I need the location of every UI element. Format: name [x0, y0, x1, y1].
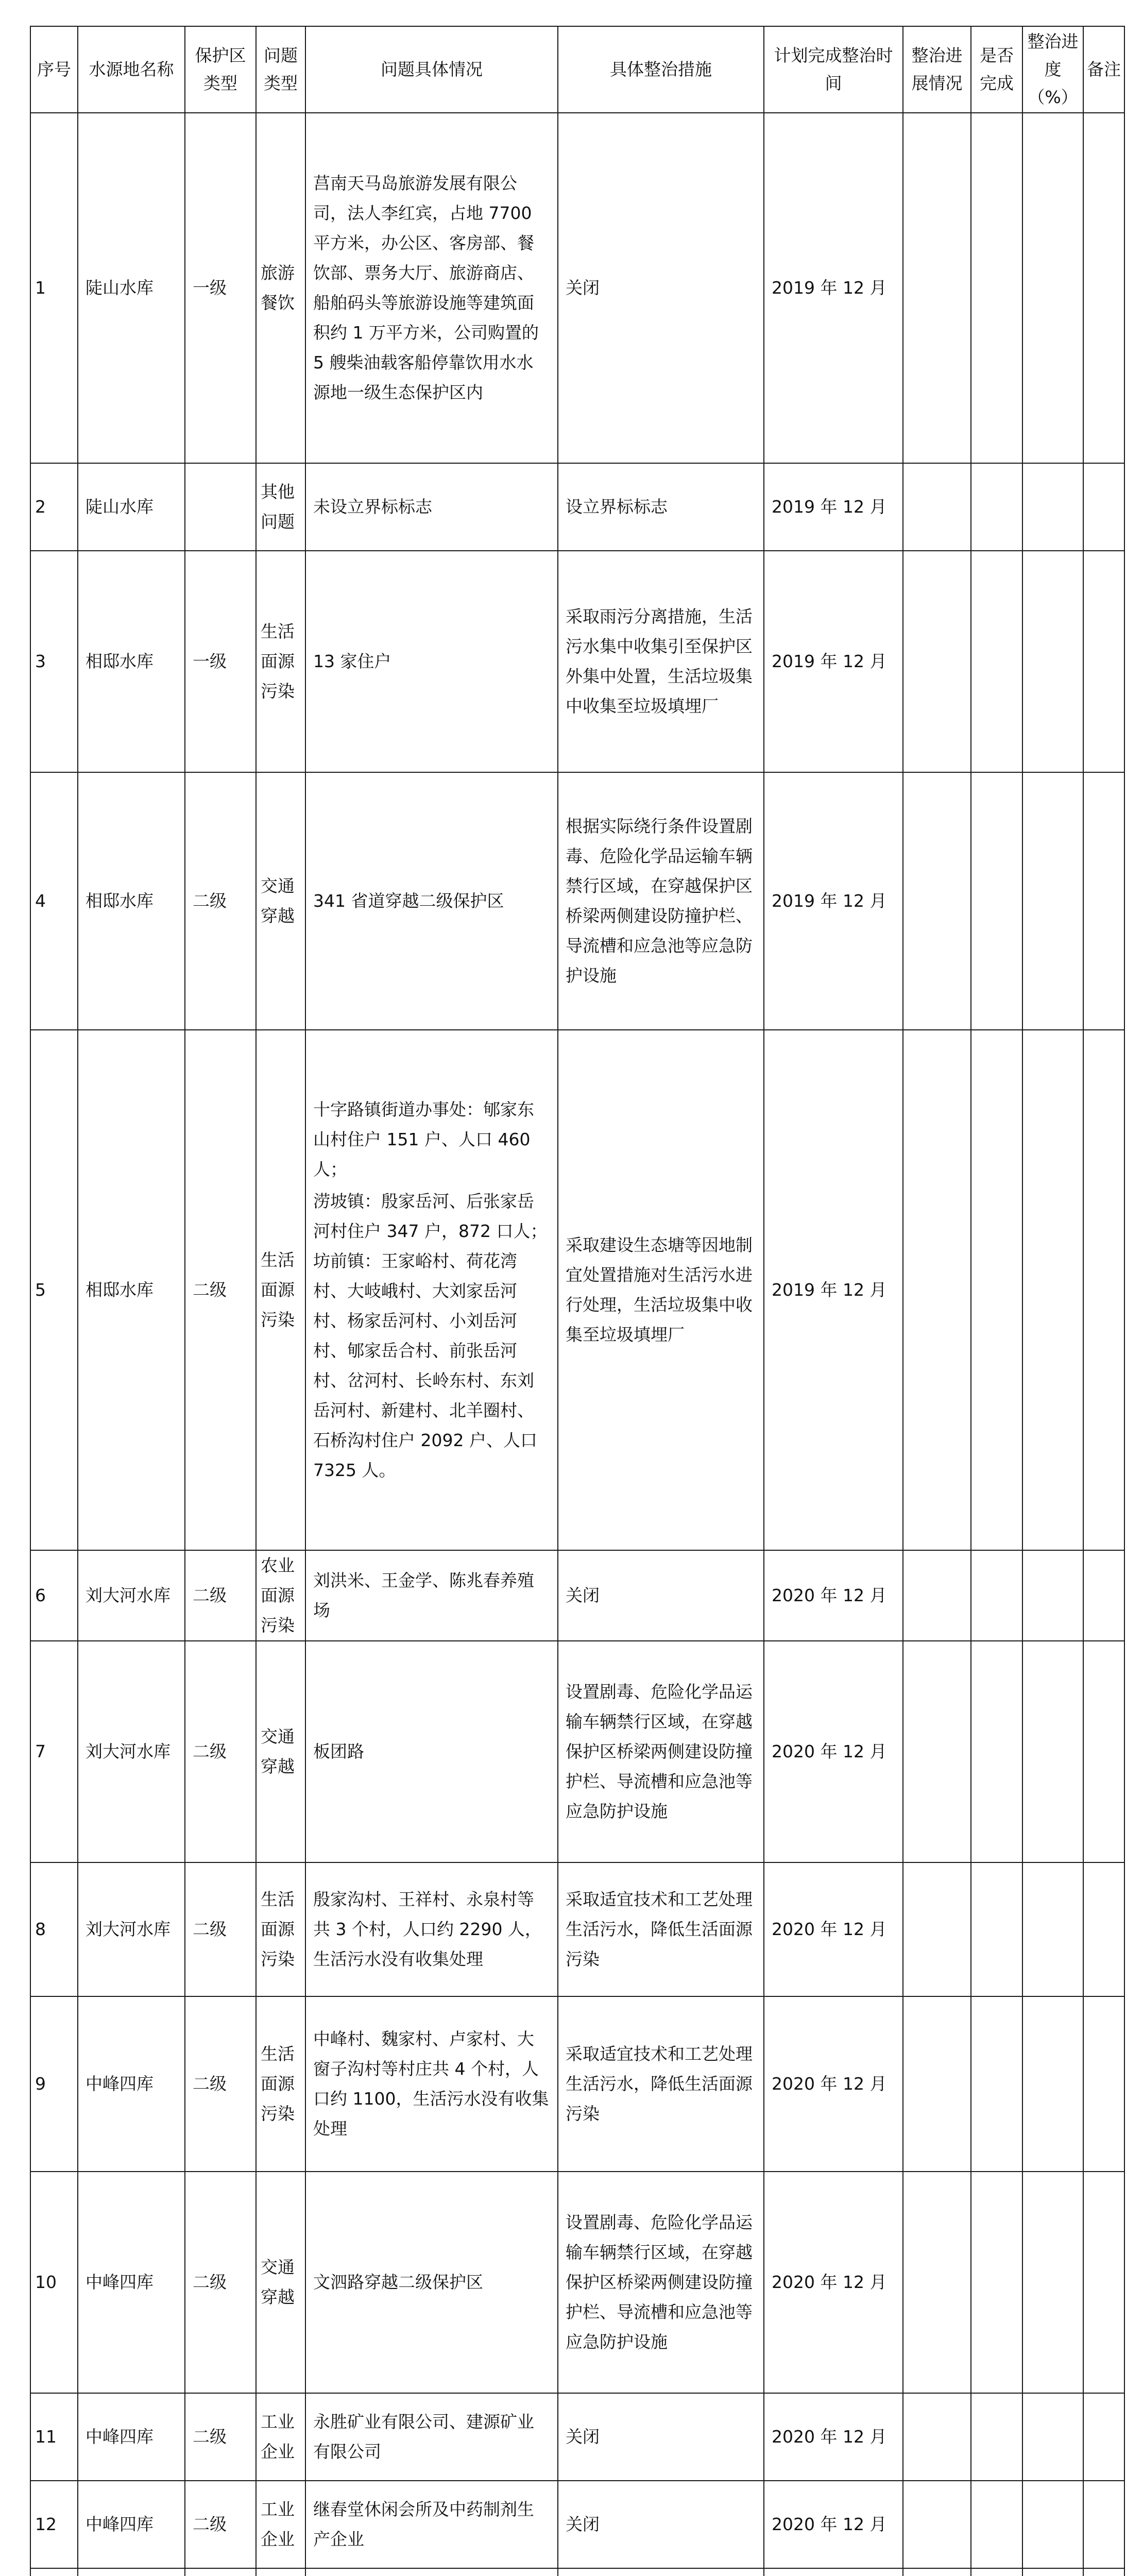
completed-cell [971, 113, 1022, 463]
issue-type-cell: 旅游餐饮 [256, 113, 305, 463]
water-source-cell: 相邸水库 [78, 551, 185, 772]
issue-paragraph: 永胜矿业有限公司、建源矿业有限公司 [313, 2412, 534, 2462]
planned-completion-cell: 2020 年 12 月 [764, 1641, 903, 1862]
protection-zone-cell: 二级 [185, 1030, 256, 1550]
table-row [30, 463, 1124, 551]
protection-zone-cell: 二级 [185, 1550, 256, 1641]
water-source-cell [78, 2568, 185, 2576]
progress-percent-cell [1022, 1641, 1083, 1862]
protection-zone-cell [185, 463, 256, 551]
planned-completion-cell [764, 2568, 903, 2576]
issue-paragraph: 中峰村、魏家村、卢家村、大窗子沟村等村庄共 4 个村，人口约 1100，生活污水没有收集处理 [313, 2029, 549, 2139]
progress-status-cell [903, 2172, 971, 2393]
completed-cell [971, 2172, 1022, 2393]
remediation-measure-cell: 关闭 [558, 2393, 764, 2481]
table-row [30, 113, 1124, 463]
row-number-cell: 4 [30, 772, 78, 1030]
remediation-table [30, 26, 1125, 2576]
row-number-cell: 9 [30, 1996, 78, 2172]
issue-paragraph: 板团路 [313, 1741, 364, 1761]
remarks-cell [1083, 2393, 1124, 2481]
remediation-measure-cell: 根据实际绕行条件设置剧毒、危险化学品运输车辆禁行区域，在穿越保护区桥梁两侧建设防撞护栏、导流槽和应急池等应急防护设施 [558, 772, 764, 1030]
remediation-measure-cell: 采取雨污分离措施，生活污水集中收集引至保护区外集中处置，生活垃圾集中收集至垃圾填埋厂 [558, 551, 764, 772]
remediation-measure-cell: 设置剧毒、危险化学品运输车辆禁行区域，在穿越保护区桥梁两侧建设防撞护栏、导流槽和应急池等应急防护设施 [558, 2172, 764, 2393]
row-number-cell: 8 [30, 1862, 78, 1996]
remarks-cell [1083, 463, 1124, 551]
water-source-cell: 相邸水库 [78, 772, 185, 1030]
header-cell: 问题类型 [256, 26, 305, 113]
progress-status-cell [903, 1996, 971, 2172]
remediation-measure-cell: 设置剧毒、危险化学品运输车辆禁行区域，在穿越保护区桥梁两侧建设防撞护栏、导流槽和应急池等应急防护设施 [558, 1641, 764, 1862]
completed-cell [971, 2568, 1022, 2576]
water-source-cell: 中峰四库 [78, 2481, 185, 2568]
row-number-cell [30, 2568, 78, 2576]
issue-type-cell: 农业面源污染 [256, 1550, 305, 1641]
remediation-measure-cell: 关闭 [558, 113, 764, 463]
progress-status-cell [903, 2481, 971, 2568]
protection-zone-cell: 一级 [185, 551, 256, 772]
row-number-cell: 7 [30, 1641, 78, 1862]
row-number-cell: 10 [30, 2172, 78, 2393]
remarks-cell [1083, 1641, 1124, 1862]
issue-detail-cell [305, 1641, 558, 1862]
water-source-cell: 刘大河水库 [78, 1641, 185, 1862]
progress-percent-cell [1022, 1996, 1083, 2172]
protection-zone-cell: 二级 [185, 772, 256, 1030]
header-cell: 具体整治措施 [558, 26, 764, 113]
progress-percent-cell [1022, 2481, 1083, 2568]
issue-paragraph: 刘洪米、王金学、陈兆春养殖场 [313, 1570, 534, 1620]
progress-status-cell [903, 1030, 971, 1550]
issue-detail-cell [305, 551, 558, 772]
protection-zone-cell [185, 2568, 256, 2576]
remediation-measure-cell: 设立界标标志 [558, 463, 764, 551]
remediation-measure-cell [558, 2568, 764, 2576]
table-row [30, 2568, 1124, 2576]
protection-zone-cell: 二级 [185, 2393, 256, 2481]
progress-status-cell [903, 1862, 971, 1996]
remediation-measure-cell: 采取适宜技术和工艺处理生活污水，降低生活面源污染 [558, 1996, 764, 2172]
issue-paragraph: 未设立界标标志 [313, 497, 432, 517]
completed-cell [971, 2393, 1022, 2481]
protection-zone-cell: 二级 [185, 2481, 256, 2568]
header-cell: 是否完成 [971, 26, 1022, 113]
remarks-cell [1083, 772, 1124, 1030]
table-row [30, 1996, 1124, 2172]
planned-completion-cell: 2020 年 12 月 [764, 1996, 903, 2172]
table-body [30, 113, 1124, 2576]
remarks-cell [1083, 113, 1124, 463]
issue-type-cell [256, 2568, 305, 2576]
row-number-cell: 12 [30, 2481, 78, 2568]
remarks-cell [1083, 1550, 1124, 1641]
protection-zone-cell: 二级 [185, 1641, 256, 1862]
progress-percent-cell [1022, 1862, 1083, 1996]
issue-paragraph: 十字路镇街道办事处：郇家东山村住户 151 户、人口 460 人； [313, 1099, 534, 1179]
issue-paragraph: 涝坡镇：殷家岳河、后张家岳河村住户 347 户，872 口人；坊前镇：王家峪村、荷花湾村、大岐峨村、大刘家岳河村、杨家岳河村、小刘岳河村、郇家岳合村、前张岳河村、岔河村、长岭东村、东刘岳河村、新建村、北羊圈村、石桥沟村住户 2092 户、人口 7325 人。 [313, 1191, 548, 1480]
progress-status-cell [903, 2393, 971, 2481]
header-cell: 问题具体情况 [305, 26, 558, 113]
progress-percent-cell [1022, 113, 1083, 463]
remediation-measure-cell: 采取建设生态塘等因地制宜处置措施对生活污水进行处理，生活垃圾集中收集至垃圾填埋厂 [558, 1030, 764, 1550]
planned-completion-cell: 2019 年 12 月 [764, 113, 903, 463]
completed-cell [971, 1862, 1022, 1996]
remarks-cell [1083, 2172, 1124, 2393]
row-number-cell: 3 [30, 551, 78, 772]
progress-percent-cell [1022, 2393, 1083, 2481]
completed-cell [971, 1030, 1022, 1550]
remarks-cell [1083, 2568, 1124, 2576]
planned-completion-cell: 2020 年 12 月 [764, 2481, 903, 2568]
progress-status-cell [903, 463, 971, 551]
issue-type-cell: 生活面源污染 [256, 1862, 305, 1996]
issue-paragraph: 文泗路穿越二级保护区 [313, 2272, 483, 2292]
water-source-cell: 相邸水库 [78, 1030, 185, 1550]
progress-status-cell [903, 1641, 971, 1862]
planned-completion-cell: 2020 年 12 月 [764, 1862, 903, 1996]
issue-detail-cell [305, 2481, 558, 2568]
planned-completion-cell: 2019 年 12 月 [764, 1030, 903, 1550]
completed-cell [971, 551, 1022, 772]
header-cell: 水源地名称 [78, 26, 185, 113]
row-number-cell: 5 [30, 1030, 78, 1550]
progress-status-cell [903, 1550, 971, 1641]
remarks-cell [1083, 1862, 1124, 1996]
progress-status-cell [903, 113, 971, 463]
planned-completion-cell: 2019 年 12 月 [764, 772, 903, 1030]
planned-completion-cell: 2019 年 12 月 [764, 551, 903, 772]
completed-cell [971, 1550, 1022, 1641]
issue-type-cell: 其他问题 [256, 463, 305, 551]
completed-cell [971, 1641, 1022, 1862]
completed-cell [971, 2481, 1022, 2568]
issue-detail-cell [305, 1996, 558, 2172]
header-cell: 备注 [1083, 26, 1124, 113]
table-row [30, 772, 1124, 1030]
issue-type-cell: 工业企业 [256, 2481, 305, 2568]
planned-completion-cell: 2020 年 12 月 [764, 2172, 903, 2393]
remediation-measure-cell: 关闭 [558, 1550, 764, 1641]
remediation-measure-cell: 关闭 [558, 2481, 764, 2568]
issue-type-cell: 交通穿越 [256, 772, 305, 1030]
issue-detail-cell [305, 463, 558, 551]
header-cell: 整治进度（%） [1022, 26, 1083, 113]
progress-percent-cell [1022, 772, 1083, 1030]
remediation-measure-cell: 采取适宜技术和工艺处理生活污水，降低生活面源污染 [558, 1862, 764, 1996]
issue-detail-cell [305, 1030, 558, 1550]
row-number-cell: 6 [30, 1550, 78, 1641]
protection-zone-cell: 二级 [185, 2172, 256, 2393]
water-source-cell: 中峰四库 [78, 1996, 185, 2172]
protection-zone-cell: 二级 [185, 1862, 256, 1996]
issue-detail-cell [305, 2172, 558, 2393]
water-source-cell: 陡山水库 [78, 463, 185, 551]
progress-percent-cell [1022, 2568, 1083, 2576]
progress-status-cell [903, 551, 971, 772]
issue-paragraph: 莒南天马岛旅游发展有限公司，法人李红宾，占地 7700 平方米，办公区、客房部、餐饮部、票务大厅、旅游商店、船舶码头等旅游设施等建筑面积约 1 万平方米，公司购置的 5 艘柴油载客船停靠饮用水水源地一级生态保护区内 [313, 173, 539, 402]
remarks-cell [1083, 1996, 1124, 2172]
issue-detail-cell [305, 772, 558, 1030]
issue-detail-cell [305, 2393, 558, 2481]
progress-status-cell [903, 2568, 971, 2576]
planned-completion-cell: 2020 年 12 月 [764, 2393, 903, 2481]
table-row [30, 2481, 1124, 2568]
remarks-cell [1083, 2481, 1124, 2568]
header-cell: 保护区类型 [185, 26, 256, 113]
table-row [30, 1030, 1124, 1550]
issue-type-cell: 生活面源污染 [256, 1030, 305, 1550]
remarks-cell [1083, 1030, 1124, 1550]
row-number-cell: 11 [30, 2393, 78, 2481]
header-row [30, 26, 1124, 113]
table-row [30, 2393, 1124, 2481]
row-number-cell: 2 [30, 463, 78, 551]
table-row [30, 1550, 1124, 1641]
header-cell: 计划完成整治时间 [764, 26, 903, 113]
header-cell: 整治进展情况 [903, 26, 971, 113]
table-row [30, 1862, 1124, 1996]
planned-completion-cell: 2019 年 12 月 [764, 463, 903, 551]
header-cell: 序号 [30, 26, 78, 113]
row-number-cell: 1 [30, 113, 78, 463]
issue-detail-cell [305, 2568, 558, 2576]
issue-paragraph: 殷家沟村、王祥村、永泉村等共 3 个村，人口约 2290 人，生活污水没有收集处理 [313, 1889, 542, 1969]
issue-paragraph: 继春堂休闲会所及中药制剂生产企业 [313, 2499, 534, 2549]
progress-percent-cell [1022, 463, 1083, 551]
completed-cell [971, 1996, 1022, 2172]
water-source-cell: 中峰四库 [78, 2172, 185, 2393]
completed-cell [971, 772, 1022, 1030]
completed-cell [971, 463, 1022, 551]
issue-type-cell: 生活面源污染 [256, 551, 305, 772]
table-row [30, 2172, 1124, 2393]
issue-type-cell: 工业企业 [256, 2393, 305, 2481]
progress-percent-cell [1022, 1030, 1083, 1550]
water-source-cell: 中峰四库 [78, 2393, 185, 2481]
progress-percent-cell [1022, 2172, 1083, 2393]
water-source-cell: 陡山水库 [78, 113, 185, 463]
issue-detail-cell [305, 1862, 558, 1996]
remarks-cell [1083, 551, 1124, 772]
issue-detail-cell [305, 1550, 558, 1641]
protection-zone-cell: 一级 [185, 113, 256, 463]
water-source-cell: 刘大河水库 [78, 1862, 185, 1996]
water-source-cell: 刘大河水库 [78, 1550, 185, 1641]
issue-paragraph: 341 省道穿越二级保护区 [313, 891, 504, 911]
table-row [30, 551, 1124, 772]
issue-type-cell: 交通穿越 [256, 2172, 305, 2393]
progress-status-cell [903, 772, 971, 1030]
issue-detail-cell [305, 113, 558, 463]
table-row [30, 1641, 1124, 1862]
protection-zone-cell: 二级 [185, 1996, 256, 2172]
progress-percent-cell [1022, 1550, 1083, 1641]
planned-completion-cell: 2020 年 12 月 [764, 1550, 903, 1641]
issue-type-cell: 交通穿越 [256, 1641, 305, 1862]
issue-paragraph: 13 家住户 [313, 651, 391, 671]
progress-percent-cell [1022, 551, 1083, 772]
issue-type-cell: 生活面源污染 [256, 1996, 305, 2172]
